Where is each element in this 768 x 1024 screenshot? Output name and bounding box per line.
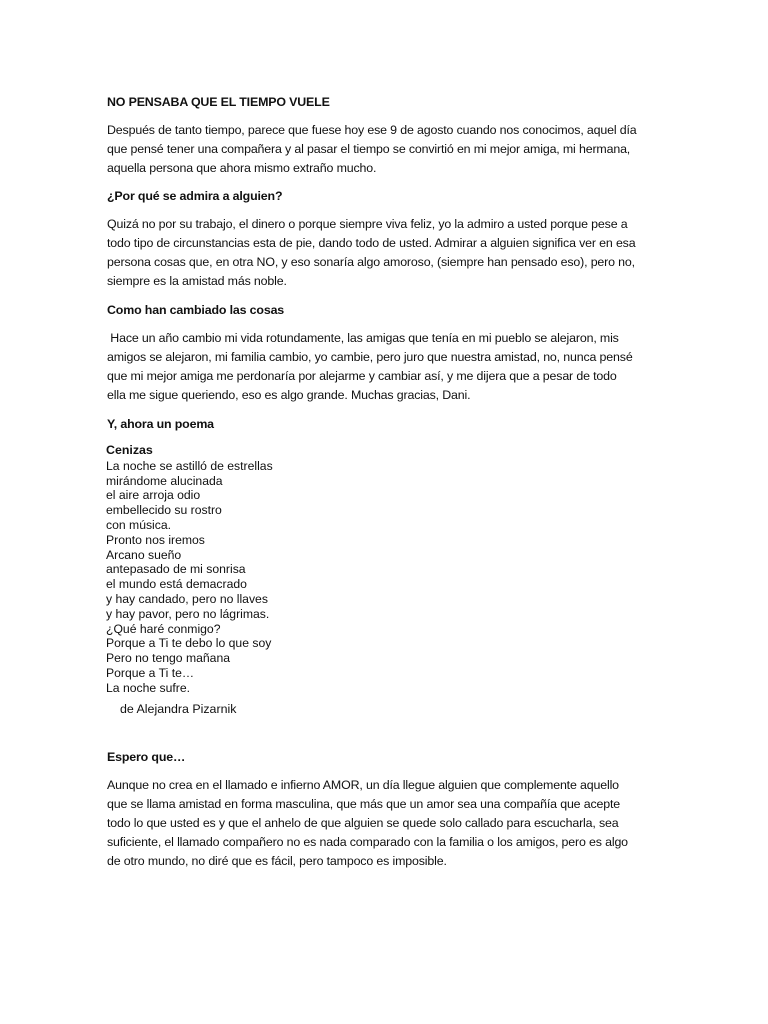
- poem-block: [106, 443, 273, 696]
- poem-line: y hay candado, pero no llaves: [106, 591, 268, 606]
- poem-line: el mundo está demacrado: [106, 577, 247, 592]
- paragraph-line: de otro mundo, no diré que es fácil, pero tampoco es imposible.: [107, 854, 447, 868]
- paragraph-line: Aunque no crea en el llamado e infierno AMOR, un día llegue alguien que complemente aquello: [107, 778, 619, 792]
- paragraph-line: todo lo que usted es y que el anhelo de que alguien se quede solo callado para escucharla, sea: [107, 816, 619, 830]
- poem-line: Porque a Ti te debo lo que soy: [106, 636, 272, 651]
- poem-line: embellecido su rostro: [106, 503, 222, 518]
- poem-line: Pronto nos iremos: [106, 532, 205, 547]
- paragraph-line: todo tipo de circunstancias esta de pie, dando todo de usted. Admirar a alguien significa ver en esa: [107, 236, 636, 250]
- poem-line: Arcano sueño: [106, 547, 182, 562]
- paragraph-cambiado: [107, 329, 677, 405]
- poem-line: con música.: [106, 517, 172, 532]
- heading-admira: ¿Por qué se admira a alguien?: [107, 189, 283, 203]
- poem-line: y hay pavor, pero no lágrimas.: [106, 606, 270, 621]
- paragraph-line: aquella persona que ahora mismo extraño mucho.: [107, 161, 377, 175]
- paragraph-intro: [107, 121, 677, 178]
- paragraph-admira: [107, 215, 677, 291]
- paragraph-line: que pensé tener una compañera y al pasar el tiempo se convirtió en mi mejor amiga, mi hermana,: [107, 142, 631, 156]
- paragraph-line: siempre es la amistad más noble.: [107, 274, 287, 288]
- poem-author: de Alejandra Pizarnik: [120, 702, 237, 716]
- poem-line: mirándome alucinada: [106, 473, 223, 488]
- paragraph-line: persona cosas que, en otra NO, y eso sonaría algo amoroso, (siempre han pensado eso), pero no,: [107, 255, 635, 269]
- paragraph-line: que mi mejor amiga me perdonaría por alejarme y cambiar así, y me dijera que a pesar de todo: [107, 369, 617, 383]
- poem-line: el aire arroja odio: [106, 488, 201, 503]
- paragraph-line: suficiente, el llamado compañero no es nada comparado con la familia o los amigos, pero es algo: [107, 835, 628, 849]
- poem-line: La noche sufre.: [106, 680, 191, 695]
- poem-line: Porque a Ti te…: [106, 665, 195, 680]
- paragraph-line: Después de tanto tiempo, parece que fuese hoy ese 9 de agosto cuando nos conocimos, aquel día: [107, 123, 637, 137]
- paragraph-line: que se llama amistad en forma masculina, que más que un amor sea una compañía que acepte: [107, 797, 621, 811]
- heading-poema: Y, ahora un poema: [107, 417, 214, 431]
- heading-espero: Espero que…: [107, 750, 186, 764]
- document-title: NO PENSABA QUE EL TIEMPO VUELE: [107, 95, 330, 109]
- poem-line: La noche se astilló de estrellas: [106, 458, 273, 473]
- poem-title: Cenizas: [106, 443, 153, 457]
- poem-line: ¿Qué haré conmigo?: [106, 621, 221, 636]
- paragraph-espero: [107, 776, 677, 871]
- poem-line: antepasado de mi sonrisa: [106, 562, 246, 577]
- heading-cambiado: Como han cambiado las cosas: [107, 303, 285, 317]
- poem-line: Pero no tengo mañana: [106, 651, 230, 666]
- paragraph-line: amigos se alejaron, mi familia cambio, yo cambie, pero juro que nuestra amistad, no, nunca pensé: [107, 350, 633, 364]
- paragraph-line: Hace un año cambio mi vida rotundamente, las amigas que tenía en mi pueblo se alejaron, mis: [107, 331, 619, 345]
- paragraph-line: ella me sigue queriendo, eso es algo grande. Muchas gracias, Dani.: [107, 388, 471, 402]
- paragraph-line: Quizá no por su trabajo, el dinero o porque siempre viva feliz, yo la admiro a usted porque pese a: [107, 217, 628, 231]
